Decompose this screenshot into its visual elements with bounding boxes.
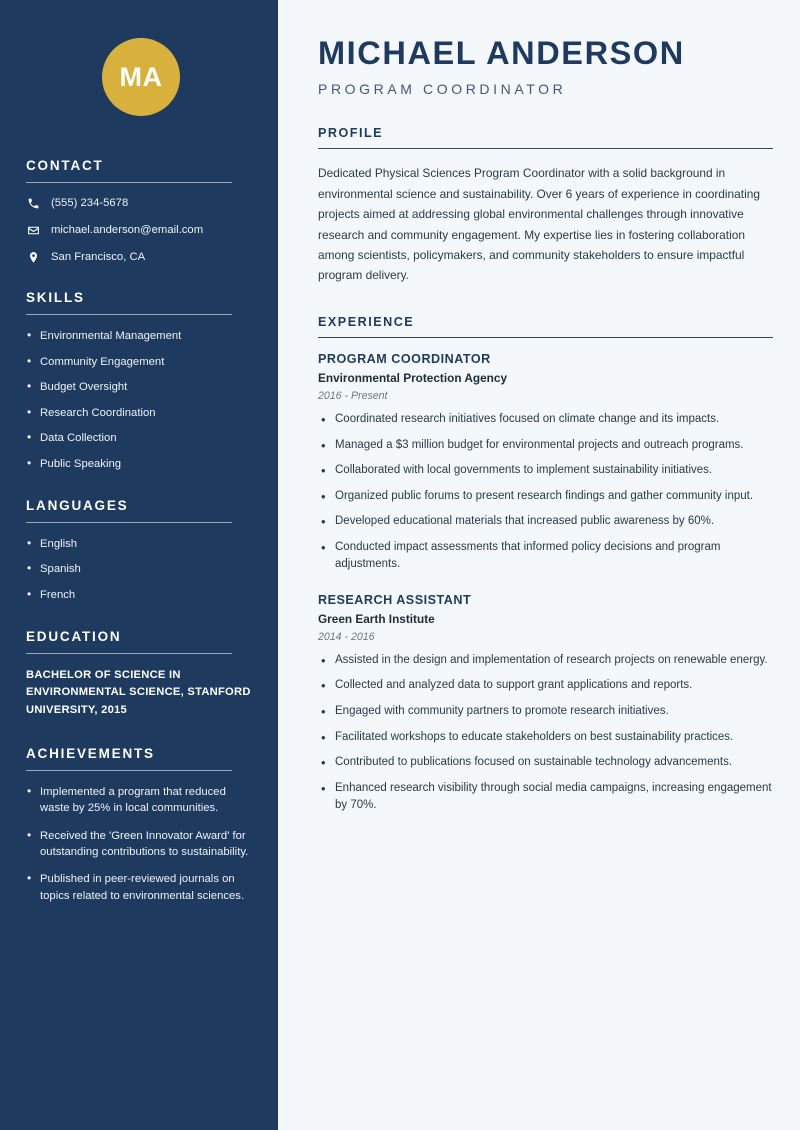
- list-item: • Community Engagement: [26, 354, 256, 370]
- experience-heading: EXPERIENCE: [318, 314, 415, 329]
- skills-divider: [26, 314, 232, 315]
- achievements-section: [26, 746, 256, 904]
- list-item: • Conducted impact assessments that informed policy decisions and program adjustments.: [318, 539, 773, 573]
- profile-heading: PROFILE: [318, 125, 384, 140]
- achievements-list: [26, 784, 256, 904]
- list-item: • Engaged with community partners to promote research initiatives.: [318, 703, 773, 720]
- list-item: • Facilitated workshops to educate stakeholders on best sustainability practices.: [318, 729, 773, 746]
- list-item: • Public Speaking: [26, 456, 256, 472]
- list-item: • Collected and analyzed data to support grant applications and reports.: [318, 677, 773, 694]
- contact-location-row[interactable]: [26, 250, 256, 264]
- skills-list: [26, 328, 256, 472]
- contact-section: [26, 158, 256, 264]
- list-item: • Environmental Management: [26, 328, 256, 344]
- languages-list: [26, 536, 256, 603]
- main-content: [288, 0, 800, 1130]
- list-item: • Spanish: [26, 561, 256, 577]
- contact-location-value: San Francisco, CA: [51, 251, 146, 263]
- avatar-initials: MA: [102, 38, 180, 116]
- list-item: • Research Coordination: [26, 405, 256, 421]
- job-dates: 2014 - 2016: [318, 630, 375, 643]
- profile-divider: [318, 148, 773, 149]
- languages-section: [26, 498, 256, 603]
- list-item: • Implemented a program that reduced waste by 25% in local communities.: [26, 784, 256, 817]
- list-item: • Developed educational materials that increased public awareness by 60%.: [318, 513, 773, 530]
- experience-divider: [318, 337, 773, 338]
- column-gap: [278, 0, 288, 1130]
- contact-heading: CONTACT: [26, 158, 104, 173]
- envelope-icon: [26, 223, 40, 237]
- list-item: • Coordinated research initiatives focused on climate change and its impacts.: [318, 411, 773, 428]
- list-item: • Data Collection: [26, 430, 256, 446]
- experience-entry: [318, 352, 773, 573]
- list-item: • Assisted in the design and implementation of research projects on renewable energy.: [318, 652, 773, 669]
- achievements-divider: [26, 770, 232, 771]
- contact-email-value: michael.anderson@email.com: [51, 224, 204, 236]
- list-item: • Collaborated with local governments to implement sustainability initiatives.: [318, 462, 773, 479]
- achievements-heading: ACHIEVEMENTS: [26, 745, 155, 761]
- education-heading: EDUCATION: [26, 628, 122, 644]
- job-title: RESEARCH ASSISTANT: [318, 592, 472, 607]
- list-item: • Budget Oversight: [26, 379, 256, 395]
- contact-phone-value: (555) 234-5678: [51, 197, 129, 209]
- list-item: • English: [26, 536, 256, 552]
- avatar-container: [26, 0, 256, 158]
- job-role-subtitle: PROGRAM COORDINATOR: [318, 80, 567, 97]
- education-section: [26, 629, 256, 720]
- list-item: • Organized public forums to present research findings and gather community input.: [318, 488, 773, 505]
- job-dates: 2016 - Present: [318, 390, 388, 403]
- experience-section: [318, 315, 773, 814]
- job-bullet-list: [318, 411, 773, 573]
- job-bullet-list: [318, 652, 773, 814]
- phone-icon: [26, 196, 40, 210]
- list-item: • Received the 'Green Innovator Award' for outstanding contributions to sustainability.: [26, 828, 256, 861]
- location-pin-icon: [26, 250, 40, 264]
- education-degree: BACHELOR OF SCIENCE IN ENVIRONMENTAL SCIENCE, STANFORD UNIVERSITY, 2015: [26, 668, 251, 717]
- skills-section: [26, 290, 256, 472]
- job-organization: Environmental Protection Agency: [318, 371, 508, 386]
- list-item: • Enhanced research visibility through social media campaigns, increasing engagement by 70%.: [318, 780, 773, 814]
- contact-email-row[interactable]: [26, 223, 256, 237]
- list-item: • Published in peer-reviewed journals on topics related to environmental sciences.: [26, 871, 256, 904]
- education-divider: [26, 653, 232, 654]
- job-title: PROGRAM COORDINATOR: [318, 352, 491, 367]
- sidebar: [0, 0, 278, 1130]
- job-organization: Green Earth Institute: [318, 611, 435, 626]
- contact-phone-row[interactable]: [26, 196, 256, 210]
- languages-divider: [26, 522, 232, 523]
- contact-divider: [26, 182, 232, 183]
- list-item: • Contributed to publications focused on sustainable technology advancements.: [318, 754, 773, 771]
- languages-heading: LANGUAGES: [26, 497, 129, 513]
- list-item: • Managed a $3 million budget for environmental projects and outreach programs.: [318, 437, 773, 454]
- profile-section: [318, 126, 773, 286]
- profile-text: Dedicated Physical Sciences Program Coordinator with a solid background in environmental science and sustainability. Over 6 years of experience in coordinating projects aimed at addressing global environmental challenges through innovative research and community engagement. My expertise lies in fostering collaboration among scientists, policymakers, and community stakeholders to ensure impactful program delivery.: [318, 166, 760, 283]
- skills-heading: SKILLS: [26, 290, 85, 305]
- page-title: MICHAEL ANDERSON: [318, 35, 685, 71]
- list-item: • French: [26, 587, 256, 603]
- experience-entry: [318, 593, 773, 814]
